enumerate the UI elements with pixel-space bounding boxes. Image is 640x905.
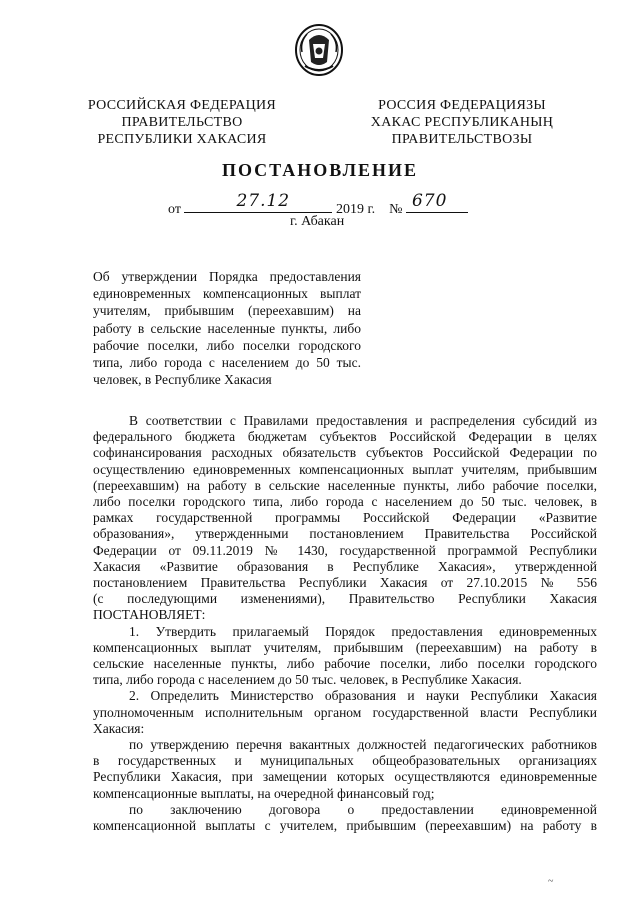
body-line: ПОСТАНОВЛЯЕТ: [93,607,206,623]
header-left-line-1: РОССИЙСКАЯ ФЕДЕРАЦИЯ [87,98,277,113]
subject-line: рабочие поселки, либо поселки городского [93,337,361,353]
body-line: осуществлению единовременных компенсационных выплат учителям, прибывшим [93,461,597,477]
body-line: компенсационные выплаты, на очередной финансовый год; [93,785,435,801]
header-left-line-3: РЕСПУБЛИКИ ХАКАСИЯ [97,132,267,147]
body-line: по утверждению перечня вакантных должностей педагогических работников [129,737,597,753]
body-line: Хакасия: [93,720,145,736]
body-line: В соответствии с Правилами предоставления и распределения субсидий из [129,413,597,428]
body-line: Хакасия «Развитие образования в Республике Хакасия», утвержденной [93,558,597,574]
header-left [82,97,282,148]
body-line: в государственных и муниципальных общеобразовательных организациях [93,753,597,769]
body-line: (с последующими изменениями), Правительство Республики Хакасия [93,591,597,607]
body-line: 2. Определить Министерство образования и науки Республики Хакасия [129,688,597,704]
body-line: постановлением Правительства Республики Хакасия от 27.10.2015 № 556 [93,575,597,591]
body-line: либо поселки городского типа, либо города с населением до 50 тыс. человек, в [93,494,597,510]
date-prefix: от [168,202,181,217]
body-line: типа, либо города с населением до 50 тыс. человек, в Республике Хакасия. [93,672,522,688]
header-left-line-2: ПРАВИТЕЛЬСТВО [121,115,243,130]
number-label: № [389,202,403,217]
subject-line: Об утверждении Порядка предоставления [93,269,361,284]
subject-line: работу в сельские населенные пункты, либо [93,320,361,336]
body-line: уполномоченным исполнительным органом государственной власти Республики [93,704,597,720]
date-blank [184,191,332,213]
document-title: ПОСТАНОВЛЕНИЕ [221,160,419,180]
body-line: компенсационных выплат учителям, прибывшим (переехавшим) на работу в [93,639,597,655]
body-line: Федерации от 09.11.2019 № 1430, государственной программой Республики [93,542,597,558]
document-body [93,413,597,834]
body-line: образования», утвержденными постановлением Правительства Российской [93,526,597,542]
header-right-line-1: РОССИЯ ФЕДЕРАЦИЯЗЫ [378,98,546,113]
subject-line: человек, в Республике Хакасия [93,372,272,388]
body-line: компенсационной выплаты с учителем, прибывшим (переехавшим) на работу в [93,818,597,834]
body-line: рамках государственной программы Российской Федерации «Развитие [93,510,597,526]
header-right [357,97,567,148]
body-line: 1. Утвердить прилагаемый Порядок предоставления единовременных [129,623,597,639]
handwritten-number: 670 [411,191,448,211]
corner-mark: ~ [548,876,554,887]
body-line: сельские населенные пункты, либо рабочие поселки, либо поселки городского [93,656,597,672]
number-blank [406,191,468,213]
coat-of-arms-emblem [293,22,345,78]
body-line: (переехавшим) на работу в сельские населенные пункты, либо рабочие поселки, [93,477,597,493]
header-right-line-3: ПРАВИТЕЛЬСТВОЗЫ [391,132,533,147]
handwritten-date: 27.12 [236,191,291,211]
subject-line: учителям, прибывшим (переехавшим) на [93,303,361,319]
city: г. Абакан [290,214,345,229]
body-line: по заключению договора о предоставлении единовременной [129,801,597,817]
document-subject [93,268,361,388]
body-line: Республики Хакасия, при замещении которых осуществляются единовременные [93,769,597,785]
body-line: софинансирования расходных обязательств субъектов Российской Федерации по [93,445,597,461]
date-year: 2019 г. [335,202,376,217]
subject-line: единовременных компенсационных выплат [93,286,361,302]
header-right-line-2: ХАКАС РЕСПУБЛИКАНЫҢ [370,115,554,130]
subject-line: типа, либо города с населением до 50 тыс. [93,355,361,371]
body-line: федерального бюджета бюджетам субъектов Российской Федерации в целях [93,429,597,445]
